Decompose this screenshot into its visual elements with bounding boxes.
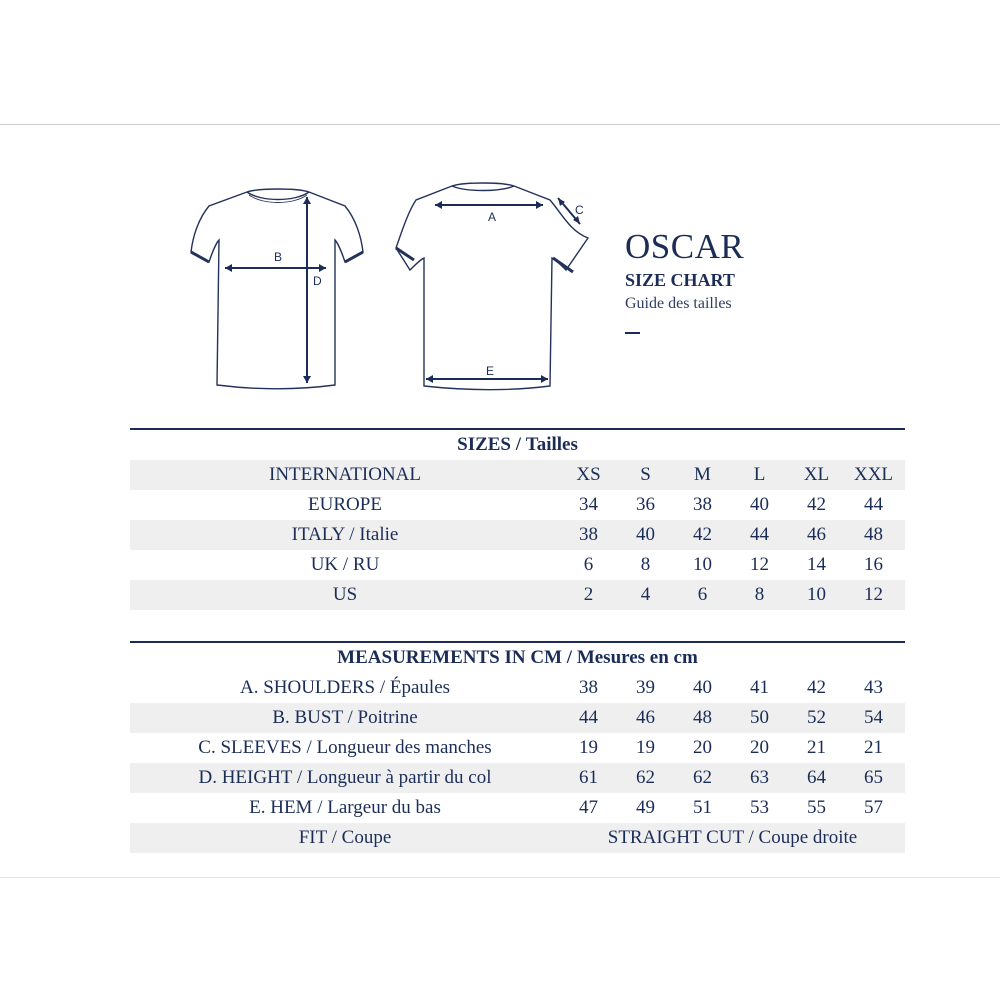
measure-label-e: E [486, 364, 495, 378]
table-cell: 52 [807, 707, 826, 728]
sizes-heading-en: SIZES [457, 434, 511, 455]
table-row [130, 550, 905, 580]
table-cell: 34 [579, 494, 598, 515]
row-label: E. HEM / Largeur du bas [249, 797, 441, 818]
row-label-fr: Longueur des manches [316, 737, 492, 758]
measurements-heading-en: MEASUREMENTS IN CM [337, 647, 563, 668]
table-cell: 38 [579, 677, 598, 698]
sizes-heading-fr: Tailles [525, 434, 578, 455]
table-cell: 40 [750, 494, 769, 515]
table-cell: 38 [693, 494, 712, 515]
table-cell: 21 [864, 737, 883, 758]
table-row [130, 673, 905, 703]
table-cell: 8 [640, 554, 651, 575]
sizes-rows [130, 460, 905, 610]
table-cell: 63 [750, 767, 769, 788]
table-cell: 53 [750, 797, 769, 818]
table-cell: 39 [636, 677, 655, 698]
table-row [130, 793, 905, 823]
fit-value: STRAIGHT CUT / Coupe droite [607, 827, 858, 848]
row-label: C. SLEEVES / Longueur des manches [198, 737, 492, 758]
sizes-heading: SIZES / Tailles [457, 434, 578, 455]
table-cell: 49 [636, 797, 655, 818]
row-label-fr: Italie [359, 524, 399, 545]
table-cell: XS [576, 464, 601, 485]
measurements-rows [130, 673, 905, 823]
table-cell: 42 [807, 677, 826, 698]
table-cell: 19 [579, 737, 598, 758]
table-cell: 2 [583, 584, 594, 605]
table-cell: 64 [807, 767, 826, 788]
table-cell: 36 [636, 494, 655, 515]
table-row [130, 520, 905, 550]
table-cell: 40 [693, 677, 712, 698]
chart-title-french: Guide des tailles [625, 295, 732, 312]
table-cell: 16 [864, 554, 883, 575]
tshirt-back-illustration [390, 176, 600, 396]
fit-label: FIT / Coupe [298, 827, 392, 848]
fit-value-fr: Coupe droite [758, 827, 858, 848]
table-cell: 20 [750, 737, 769, 758]
table-cell: 46 [636, 707, 655, 728]
table-cell: 61 [579, 767, 598, 788]
table-cell: 12 [750, 554, 769, 575]
row-label-en: EUROPE [308, 494, 382, 515]
row-label-en: INTERNATIONAL [269, 464, 421, 485]
table-cell: 47 [579, 797, 598, 818]
table-cell: 50 [750, 707, 769, 728]
table-cell: 54 [864, 707, 883, 728]
row-label [130, 494, 560, 516]
table-cell: 38 [579, 524, 598, 545]
table-cell: 21 [807, 737, 826, 758]
row-label-en: B. BUST [272, 707, 343, 728]
row-label-en: US [332, 584, 358, 605]
table-cell: 57 [864, 797, 883, 818]
table-cell: 8 [754, 584, 765, 605]
row-label-en: C. SLEEVES [198, 737, 302, 758]
row-label: B. BUST / Poitrine [272, 707, 418, 728]
table-cell: 48 [693, 707, 712, 728]
fit-label-en: FIT [298, 827, 327, 848]
row-label-en: E. HEM [249, 797, 313, 818]
table-cell: 6 [583, 554, 594, 575]
table-cell: XL [803, 464, 830, 485]
measurements-heading-fr: Mesures en cm [576, 647, 698, 668]
measure-label-c: C [575, 203, 584, 217]
table-cell: 43 [864, 677, 883, 698]
measurements-table [130, 641, 905, 853]
row-label [130, 464, 560, 486]
table-cell: 41 [750, 677, 769, 698]
chart-title: SIZE CHART [625, 270, 735, 290]
measure-label-d: D [313, 274, 322, 288]
table-cell: 48 [864, 524, 883, 545]
row-label-fr: Épaules [389, 677, 451, 698]
row-label: A. SHOULDERS / Épaules [239, 677, 451, 698]
table-cell: 44 [579, 707, 598, 728]
fit-row [130, 823, 905, 853]
measure-label-b: B [274, 250, 283, 264]
table-cell: 46 [807, 524, 826, 545]
row-label: ITALY / Italie [291, 524, 399, 545]
table-cell: XXL [853, 464, 894, 485]
table-cell: 4 [640, 584, 651, 605]
table-cell: L [753, 464, 766, 485]
table-cell: 12 [864, 584, 883, 605]
row-label-en: ITALY [291, 524, 345, 545]
table-row [130, 460, 905, 490]
row-label-en: UK / RU [310, 554, 380, 575]
table-cell: 10 [693, 554, 712, 575]
fit-label-fr: Coupe [341, 827, 392, 848]
row-label-en: D. HEIGHT [198, 767, 293, 788]
table-row [130, 580, 905, 610]
title-divider [625, 332, 640, 334]
table-cell: 20 [693, 737, 712, 758]
row-label [130, 584, 560, 606]
measurements-heading: MEASUREMENTS IN CM / Mesures en cm [337, 647, 698, 668]
table-cell: 6 [697, 584, 708, 605]
table-row [130, 733, 905, 763]
row-label-fr: Longueur à partir du col [306, 767, 492, 788]
table-cell: 44 [750, 524, 769, 545]
row-label: D. HEIGHT / Longueur à partir du col [198, 767, 492, 788]
sizes-table [130, 428, 905, 610]
row-label-en: A. SHOULDERS [239, 677, 376, 698]
table-cell: 55 [807, 797, 826, 818]
product-name: OSCAR [625, 227, 745, 266]
table-cell: 44 [864, 494, 883, 515]
table-cell: 42 [807, 494, 826, 515]
table-cell: 14 [807, 554, 826, 575]
tshirt-front-illustration [185, 180, 370, 395]
table-cell: 51 [693, 797, 712, 818]
row-label-fr: Poitrine [357, 707, 418, 728]
table-cell: 42 [693, 524, 712, 545]
table-cell: 40 [636, 524, 655, 545]
table-cell: 65 [864, 767, 883, 788]
table-cell: 62 [693, 767, 712, 788]
measure-label-a: A [488, 210, 497, 224]
table-cell: S [640, 464, 651, 485]
table-row [130, 703, 905, 733]
fit-value-en: STRAIGHT CUT [607, 827, 744, 848]
row-label [130, 554, 560, 576]
table-row [130, 763, 905, 793]
row-label-fr: Largeur du bas [327, 797, 441, 818]
table-row [130, 490, 905, 520]
table-cell: 62 [636, 767, 655, 788]
table-cell: M [694, 464, 711, 485]
table-cell: 10 [807, 584, 826, 605]
table-cell: 19 [636, 737, 655, 758]
